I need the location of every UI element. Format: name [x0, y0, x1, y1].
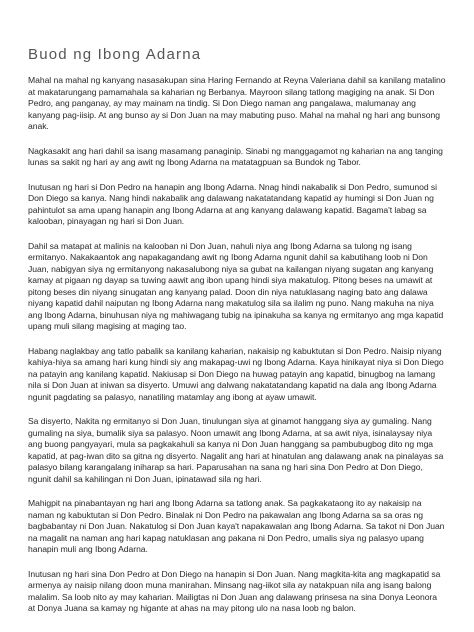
paragraph-6: Sa disyerto, Nakita ng ermitanyo si Don Juan, tinulungan siya at ginamot hanggang siya ay gumaling. Nang gumaling na siya, bumalik siya sa palasyo. Noon umawit ang Ibong Adarna, at sa awit niya, isinalaysay niya ang buong pangyayari, mula sa pagkakahuli sa kanya ni Don Juan hanggang sa pambubugbog dito ng mga kapatid, at pag-iwan dito sa gitna ng disyerto. Nagalit ang hari at hinatulan ang dalawang anak na pinalayas sa palasyo bilang karangalang iniharap sa hari. Paparusahan na sana ng hari sina Don Pedro at Don Diego, ngunit dahil sa kahilingan ni Don Juan, ipinatawad sila ng hari. — [28, 416, 444, 484]
paragraph-2: Nagkasakit ang hari dahil sa isang masamang panaginip. Sinabi ng manggagamot ng kaharian na ang tanging lunas sa sakit ng hari ay ang awit ng Ibong Adarna na matatagpuan sa Bundok ng Tabor. — [28, 145, 443, 167]
paragraph-8: Inutusan ng hari sina Don Pedro at Don Diego na hanapin si Don Juan. Nang magkita-kita ang magkapatid sa armenya ay naisip nilang doon muna manirahan. Minsang nag-iikot sila ay natakpuan nila ang isang balong malalim. Sa loob nito ay may kaharian. Mailigtas ni Don Juan ang dalawang prinsesa na sina Donya Leonora at Donya Juana sa kamay ng higante at ahas na may pitong ulo na nasa loob ng balon. — [28, 568, 441, 613]
paragraph-1: Mahal na mahal ng kanyang nasasakupan sina Haring Fernando at Reyna Valeriana dahil sa kanilang matalino at makatarungang pamamahala sa kaharian ng Berbanya. Mayroon silang tatlong magiging na anak. Si Don Pedro, ang panganay, ay may mainam na tindig. Si Don Diego naman ang pangalawa, malumanay ang kanyang pag-iisip. At ang bunso ay si Don Juan na may mabuting puso. Mahal na mahal ng hari ang bunsong anak. — [28, 75, 446, 131]
paragraph-4: Dahil sa matapat at malinis na kalooban ni Don Juan, nahuli niya ang Ibong Adarna sa tulong ng isang ermitanyo. Nakakaantok ang napakagandang awit ng Ibong Adarna ngunit dahil sa kabutihang loob ni Don Juan, nabigyan siya ng ermitanyong nakasalubong niya sa gubat na kailangan niyang sugatan ang kanyang kamay at pigaan ng dayap sa tuwing aawit ang ibon upang hindi siya makatulog. Pitong beses na umawit at pitong beses din niyang sinugatan ang kanyang palad. Doon din niya natuklasang naging bato ang dalawa niyang kapatid dahil naiputan ng Ibong Adarna nang makatulog sila sa ilalim ng puno. Nang makuha na niya ang Ibong Adarna, binuhusan niya ng mahiwagang tubig na ipinakuha sa kanya ng ermitanyo ang mga kapatid upang muli silang magising at maging tao. — [28, 240, 444, 331]
paragraph-7: Mahigpit na pinabantayan ng hari ang Ibong Adarna sa tatlong anak. Sa pagkakataong ito ay nakaisip na naman ng kabuktutan si Don Pedro. Binalak ni Don Pedro na pakawalan ang Ibong Adarna sa sa oras ng bagbabantay ni Don Juan. Nakatulog si Don Juan kaya't napakawalan ang Ibong Adarna. Sa takot ni Don Juan na magalit na naman ang hari kapag natuklasan ang pakana ni Don Pedro, umalis siya ng palasyo upang hanapin muli ang Ibong Adarna. — [28, 498, 445, 554]
document-title: Buod ng Ibong Adarna — [28, 46, 202, 63]
paragraph-5: Habang naglakbay ang tatlo pabalik sa kanilang kaharian, nakaisip ng kabuktutan si Don Pedro. Naisip niyang kahiya-hiya sa amang hari kung hindi siy ang makapag-uwi ng Ibong Adarna. Kaya hinikayat niya si Don Diego na patayin ang kanilang kapatid. Nakiusap si Don Diego na huwag patayin ang kapatid, binugbog na lamang nila si Don Juan at iniwan sa disyerto. Umuwi ang dalwang nakatatandang kapatid na dala ang Ibong Adarna ngunit pagdating sa palasyo, nanatiling matamlay ang ibong at ayaw umawit. — [28, 345, 444, 402]
paragraph-3: Inutusan ng hari si Don Pedro na hanapin ang Ibong Adarna. Nnag hindi nakabalik si Don Pedro, sumunod si Don Diego sa kanya. Nang hindi nakabalik ang dalawang nakatatandang kapatid ay humingi si Don Juan ng pahintulot sa ama upang hanapin ang Ibong Adarna at ang kanyang dalawang kapatid. Bagama't labag sa kalooban, pinayagan ng hari si Don Juan. — [28, 181, 438, 226]
